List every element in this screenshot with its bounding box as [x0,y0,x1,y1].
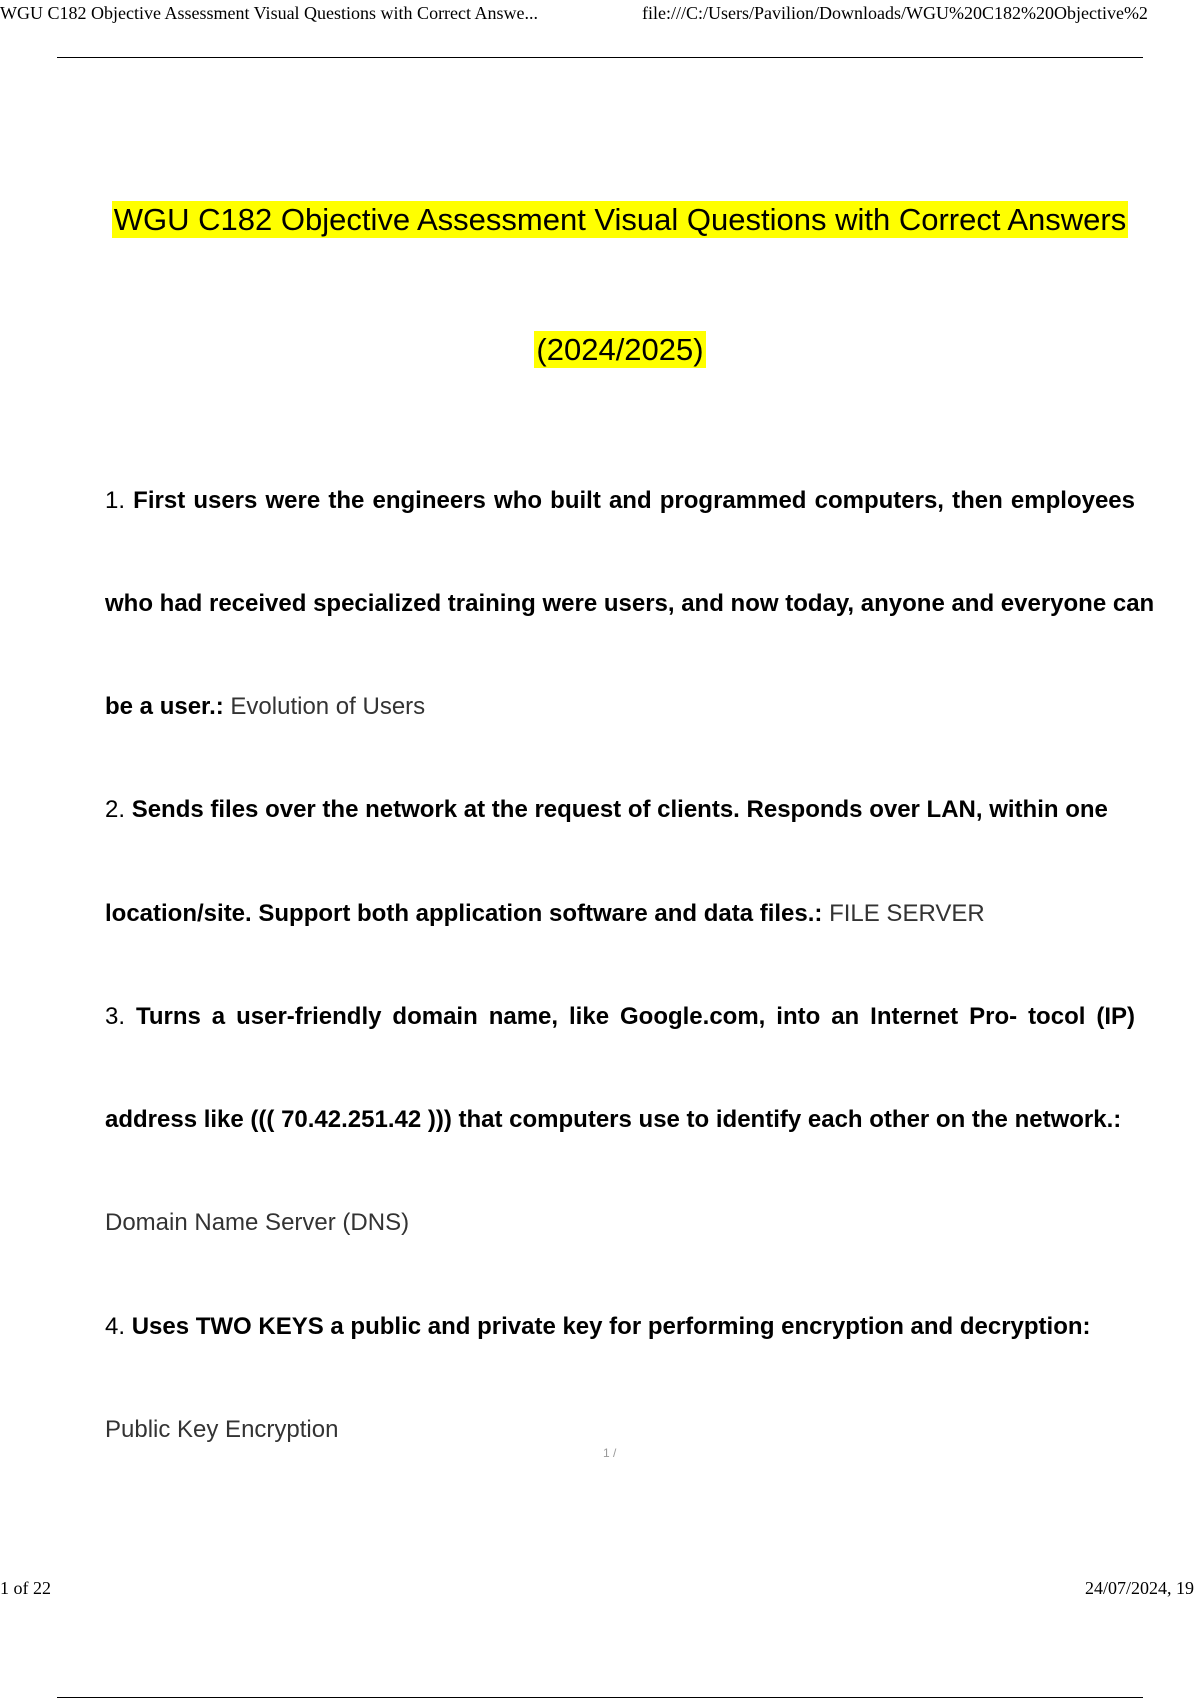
document-title-line-2: (2024/2025) [536,332,704,367]
question-number: 4. [105,1313,126,1340]
document-title [105,200,1135,240]
answer-text: Domain Name Server (DNS) [105,1209,410,1236]
question-1-line-2 [105,587,1155,621]
inner-page-mark: 1 / [603,1446,617,1460]
document-title-line-1: WGU C182 Objective Assessment Visual Questions with Correct Answers [113,202,1127,237]
question-3-answer [105,1206,1135,1240]
question-number: 2. [105,796,126,823]
question-4-line-1 [105,1310,1135,1344]
question-text: First users were the engineers who built and programmed computers, then employees [133,487,1135,514]
question-2-line-2 [105,897,1135,931]
question-text: Sends files over the network at the request of clients. Responds over LAN, within one [131,796,1108,823]
print-header-url: file:///C:/Users/Pavilion/Downloads/WGU%20C182%20Objective%2 [642,3,1148,23]
question-text: Uses TWO KEYS a public and private key for performing encryption and decryption: [131,1313,1091,1340]
question-text: who had received specialized training were users, and now today, anyone and everyone can [105,590,1155,617]
question-1-line-3 [105,690,1135,724]
question-text: location/site. Support both application software and data files.: [105,900,823,927]
document-title-year [105,330,1135,370]
question-3-line-1 [105,1000,1135,1034]
question-number: 3. [105,1003,126,1030]
question-text: Turns a user-friendly domain name, like Google.com, into an Internet Pro- tocol (IP) [135,1003,1135,1030]
answer-text: Public Key Encryption [105,1416,339,1443]
print-footer-datetime: 24/07/2024, 19 [1085,1578,1195,1598]
question-4-answer [105,1413,1135,1447]
question-text: address like ((( 70.42.251.42 ))) that computers use to identify each other on the network.: [105,1106,1122,1133]
question-number: 1. [105,487,126,514]
question-text: be a user.: [105,693,224,720]
print-footer-page: 1 of 22 [0,1578,51,1598]
question-3-line-2 [105,1103,1135,1137]
header-divider [57,57,1143,58]
question-1-line-1 [105,484,1135,518]
question-2-line-1 [105,793,1135,827]
answer-text: FILE SERVER [829,900,985,927]
answer-text: Evolution of Users [230,693,426,720]
footer-divider [57,1697,1143,1698]
print-header-title: WGU C182 Objective Assessment Visual Questions with Correct Answe... [0,3,539,23]
browser-print-header [0,0,1200,26]
